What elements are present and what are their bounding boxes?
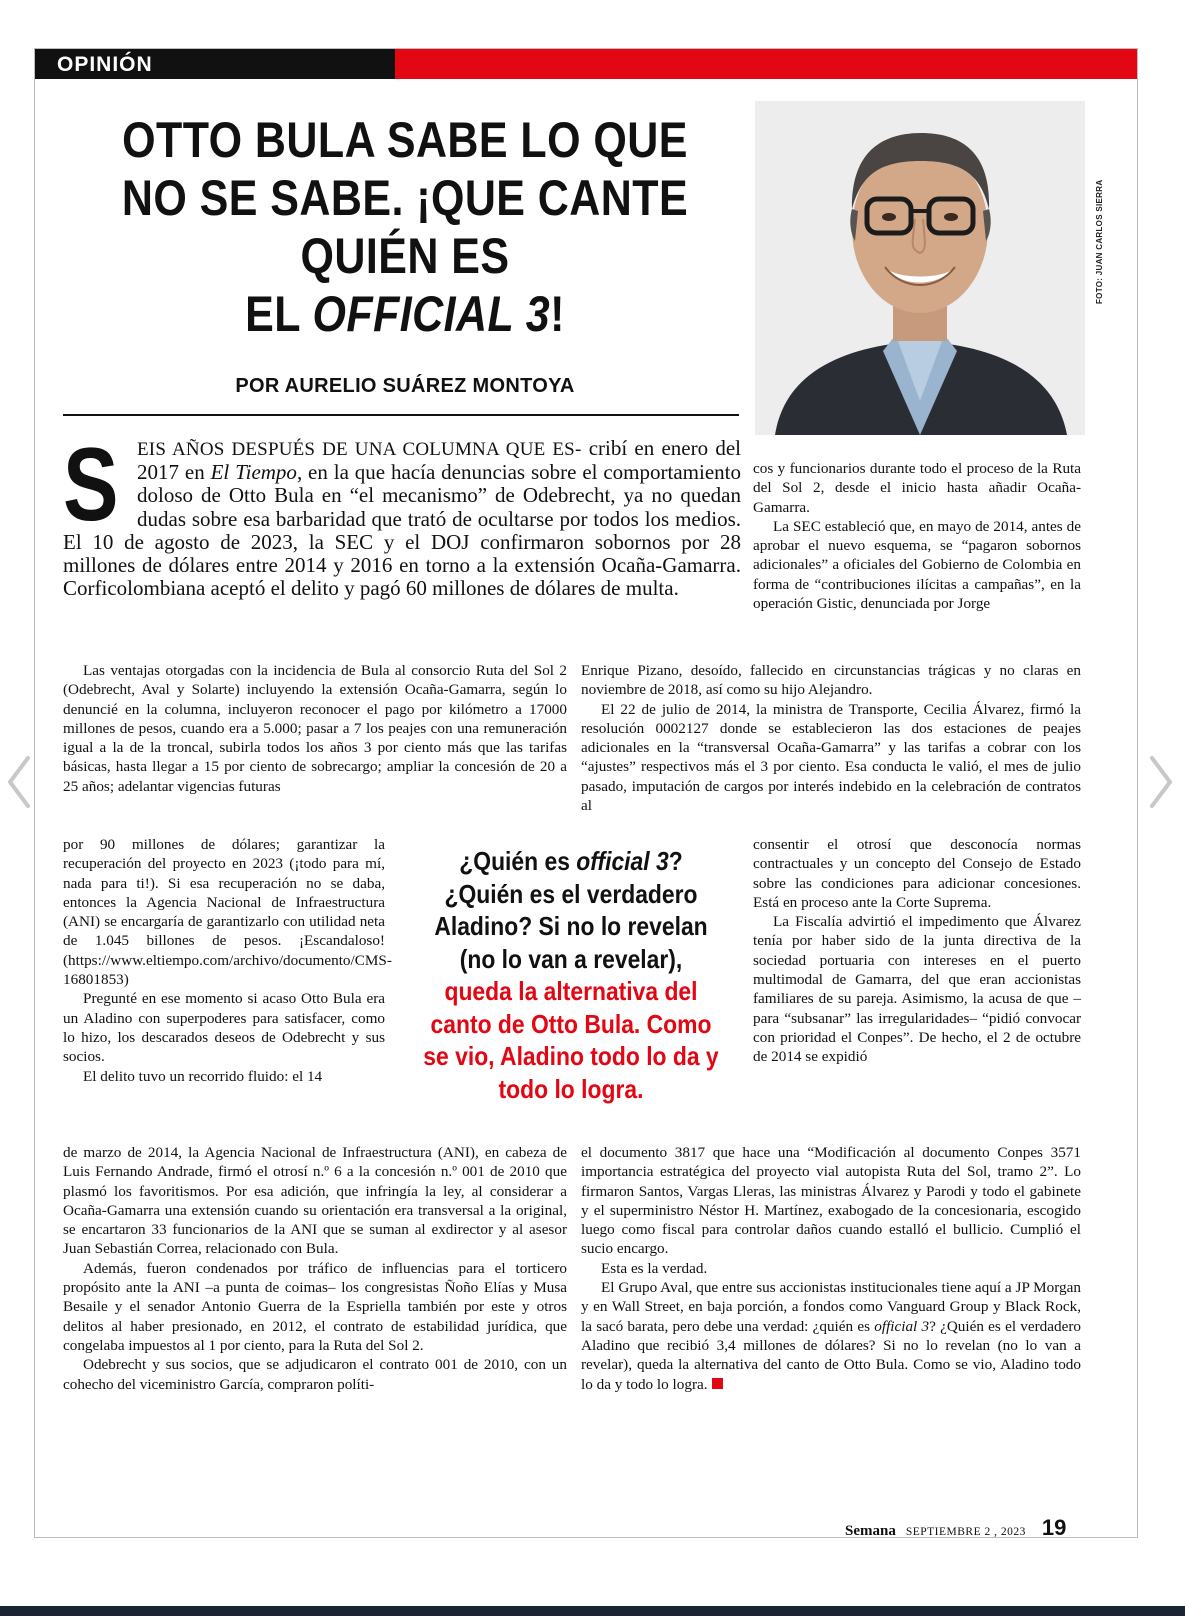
issue-date: SEPTIEMBRE 2 , 2023: [905, 1526, 1026, 1538]
pull-quote-official-3: official 3: [576, 846, 669, 876]
lead-text-2: , en la que hacía denuncias sobre el comportamiento doloso de Otto Bula en “el mecanismo” de Odebrecht, ya no quedan dudas sobre esa barbaridad que trató de ocultarse por todos los medios. El 10 de agosto de 2023, la SEC y el DOJ confirmaron sobornos por 28 millones de dólares entre 2014 y 2016 en torno a la extensión Ocaña-Gamarra. Corficolombiana aceptó el delito y pagó 60 millones de dólares de multa.: [63, 460, 741, 601]
middle-column: [581, 661, 1081, 815]
paragraph: La Fiscalía advirtió el impedimento que Álvarez tenía por haber sido de la junta directiva de la sociedad portuaria con intereses en el puerto multimodal de Gamarra, del que eran accionistas familiares de su pareja. Asimismo, la acusa de que –para “subsanar” las irregularidades– “pidió convocar con prioridad el Conpes”. De hecho, el 2 de octubre de 2014 se expidió: [753, 913, 1081, 1066]
paragraph: El delito tuvo un recorrido fluido: el 14: [83, 1067, 323, 1085]
pull-quote: [423, 845, 719, 1105]
right-column-bottom: [581, 1143, 1081, 1394]
paragraph: Enrique Pizano, desoído, fallecido en circunstancias trágicas y no claras en noviembre de 2018, así como su hijo Alejandro.: [581, 662, 1081, 699]
closing-official-3: official 3: [874, 1317, 930, 1335]
headline-line-4-pre: EL: [245, 286, 313, 342]
magazine-page: [34, 48, 1138, 1538]
author-photo: [755, 101, 1085, 435]
viewer-bottom-bar: [0, 1606, 1185, 1616]
chevron-right-icon[interactable]: [1146, 754, 1176, 810]
magazine-name: Semana: [845, 1523, 896, 1538]
paragraph: El 22 de julio de 2014, la ministra de Transporte, Cecilia Álvarez, firmó la resolución 0002127 donde se establecieron las dos estaciones de peajes adicionales en la “transversal Ocaña-Gamarra” y las tarifas a cobrar con los “ajustes” respectivos más el 3 por ciento. Esa conducta le valió, el mes de julio pasado, imputación de cargos por interés indebido en la celebración de contratos al: [581, 700, 1081, 815]
lead-text-1: cribí en enero del 2017 en: [137, 436, 741, 485]
headline: [121, 111, 689, 343]
paragraph: Odebrecht y sus socios, que se adjudicaron el contrato 001 de 2010, con un cohecho del viceministro García, compraron políti-: [63, 1356, 567, 1393]
pull-quote-q2: ¿Quién es el verdadero Aladino? Si no lo revelan (no lo van a revelar),: [434, 878, 708, 974]
left-column-bottom: [63, 1143, 567, 1394]
headline-line-4: [121, 285, 689, 343]
author-portrait-image: [755, 101, 1085, 435]
right-column-top: [753, 459, 1081, 613]
headline-line-3: QUIÉN ES: [300, 228, 510, 284]
chevron-left-icon[interactable]: [4, 754, 34, 810]
headline-line-4-post: !: [550, 286, 565, 342]
end-mark-icon: [712, 1378, 723, 1389]
paragraph: Esta es la verdad.: [601, 1259, 708, 1277]
pull-quote-q1-end: ?: [668, 846, 683, 876]
section-bar: [35, 49, 1138, 79]
section-label: OPINIÓN: [35, 49, 395, 79]
headline-line-2: NO SE SABE. ¡QUE CANTE: [121, 170, 689, 226]
lead-paragraph: [63, 427, 741, 601]
paragraph: de marzo de 2014, la Agencia Nacional de Infraestructura (ANI), en cabeza de Luis Fernando Andrade, firmó el otrosí n.º 6 a la concesión n.º 001 de 2010 que plasmó los favoritismos. Por esa adición, que infringía la ley, al considerar a Ocaña-Gamarra una extensión cuando su orientación era transversal a la original, se encartaron 33 funcionarios de la ANI que se suman al exdirector y al asesor Juan Sebastián Correa, relacionado con Bula.: [63, 1144, 567, 1258]
paragraph: por 90 millones de dólares; garantizar la recuperación del proyecto en 2023 (¡todo para mí, nada para ti!). Si esa recuperación no se daba, entonces la Agencia Nacional de Infraestructura (ANI) se encargaría de garantizarlo con utilidad neta de 1.045 billones de pesos. ¡Escandaloso! (https://www.eltiempo.com/archivo/documento/CMS-16801853): [63, 836, 392, 989]
closing-text-1: El Grupo Aval, que entre sus accionistas institucionales tiene aquí a JP Morgan y en Wall Street, en baja porción, a fondos como Vanguard Group y Black Rock, la sacó barata, pero debe una verdad: ¿quién es: [581, 1279, 1081, 1335]
byline-rule: [63, 414, 739, 416]
closing-text-2: ? ¿Quién es el verdadero Aladino que recibió 3,4 millones de dólares? Si no lo revelan (no lo van a revelar), queda la alternativa del canto de Otto Bula. Como se vio, Aladino todo lo da y todo lo logra.: [581, 1317, 1081, 1393]
paragraph: consentir el otrosí que desconocía normas contractuales y un concepto del Consejo de Estado sobre las condiciones para adicionar concesiones. Está en proceso ante la Corte Suprema.: [753, 836, 1081, 911]
page-number: 19: [1041, 1515, 1067, 1538]
left-column-wide: [63, 661, 567, 796]
paragraph: Además, fueron condenados por tráfico de influencias para el torticero propósito ante la ANI –a punta de coimas– los congresistas Ñoño Elías y Musa Besaile y el senador Antonio Guerra de la Espriella también por este y otros delitos al haber presionado, en 2012, el contrato de estabilidad jurídica, que congelaba impuestos al 1 por ciento, para la Ruta del Sol 2.: [63, 1259, 567, 1354]
pull-quote-q1: ¿Quién es: [459, 846, 577, 876]
photo-credit: FOTO: JUAN CARLOS SIERRA: [1095, 179, 1104, 304]
lead-newspaper-name: El Tiempo: [210, 460, 297, 485]
paragraph: [581, 1278, 1081, 1394]
paragraph: La SEC estableció que, en mayo de 2014, antes de aprobar el nuevo esquema, se “pagaron sobornos adicionales” a oficiales del Gobierno de Colombia en forma de “contribuciones ilícitas a campañas”, en la operación Gistic, denunciada por Jorge: [753, 517, 1081, 613]
lead-caps: EIS AÑOS DESPUÉS DE UNA COLUMNA QUE ES-: [137, 439, 582, 460]
pull-quote-highlight: queda la alternativa del canto de Otto Bula. Como se vio, Aladino todo lo da y todo lo logra.: [423, 976, 719, 1104]
headline-official-3: OFFICIAL 3: [312, 286, 551, 342]
headline-line-1: OTTO BULA SABE LO QUE: [122, 112, 688, 168]
paragraph: el documento 3817 que hace una “Modificación al documento Conpes 3571 importancia estratégica del proyecto vial autopista Ruta del Sol, tramo 2”. Lo firmaron Santos, Vargas Lleras, las ministras Álvarez y Parodi y todo el gabinete y el superministro Néstor H. Martínez, exabogado de la concesionaria, escogido luego como fiscal para controlar daños cuando estalló el bullicio. Cumplió el sucio encargo.: [581, 1144, 1081, 1258]
paragraph: cos y funcionarios durante todo el proceso de la Ruta del Sol 2, desde el inicio hasta añadir Ocaña-Gamarra.: [753, 460, 1081, 516]
section-accent-bar: [395, 49, 1138, 79]
paragraph: Pregunté en ese momento si acaso Otto Bula era un Aladino con superpoderes para satisfacer, como lo hizo, los descarados deseos de Odebrecht y sus socios.: [63, 990, 385, 1066]
paragraph: Las ventajas otorgadas con la incidencia de Bula al consorcio Ruta del Sol 2 (Odebrecht, Aval y Solarte) incluyendo la extensión Ocaña-Gamarra, según lo denuncié en la columna, incluyeron reconocer el pago por kilómetro a 17000 millones de pesos, cuando era a 5.000; pasar a 7 los peajes con una remuneración igual a la de la troncal, subirla todos los años 3 por ciento más que las tarifas básicas, hasta llegar a 15 por ciento de sobrecargo; ampliar la concesión de 20 a 25 años; adelantar vigencias futuras: [63, 662, 567, 795]
byline: POR AURELIO SUÁREZ MONTOYA: [235, 375, 575, 397]
page-footer: [845, 1515, 1066, 1538]
left-column-narrow: [63, 835, 392, 1086]
drop-cap: S: [63, 427, 119, 543]
right-column-narrow: [753, 835, 1081, 1067]
